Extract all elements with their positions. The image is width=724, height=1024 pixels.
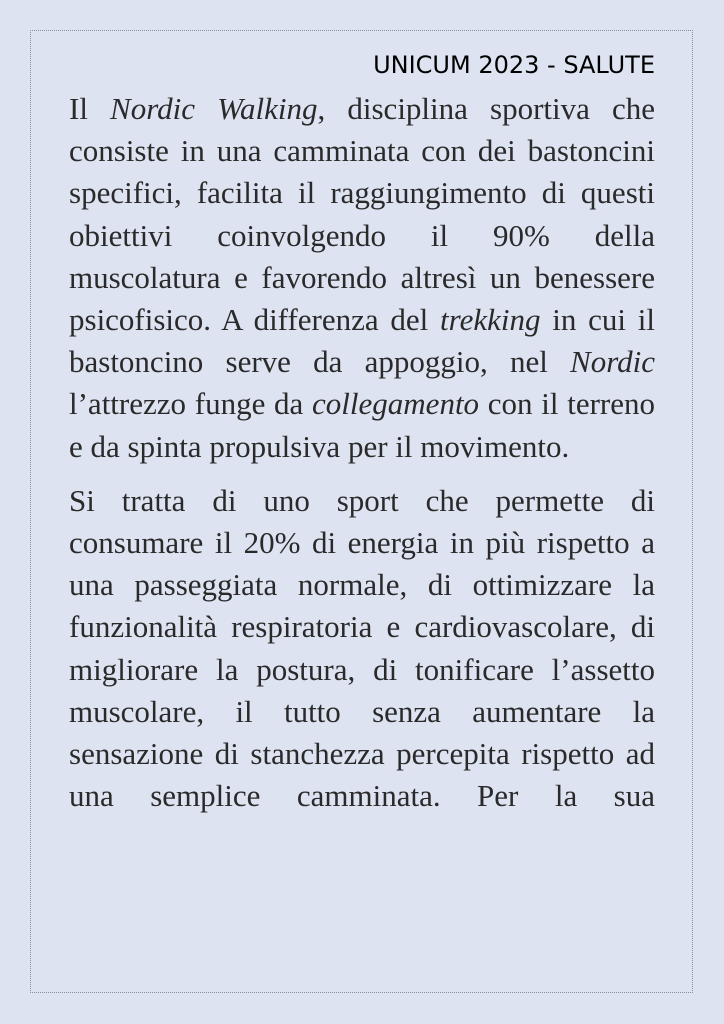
p1-seg-1-italic: Nordic Walking xyxy=(110,91,318,126)
p1-seg-3-italic: trekking xyxy=(440,302,541,338)
paragraph-2 xyxy=(69,480,655,818)
paragraph-1 xyxy=(69,88,655,468)
p1-seg-5-italic: Nordic xyxy=(570,344,655,380)
p1-seg-4: in cui il bastoncino serve da appoggio, nel xyxy=(69,302,655,380)
p1-seg-2: , disciplina sportiva che consiste in una camminata con dei bastoncini specifici, facilita il raggiungimento di questi obiettivi coinvolgendo il 90% della muscolatura e favorendo altresì un benessere psicofisico. A differenza del xyxy=(69,91,655,338)
p1-seg-6: l’attrezzo funge da xyxy=(69,386,313,422)
article-body xyxy=(69,88,655,817)
page-header: UNICUM 2023 - SALUTE xyxy=(373,51,655,79)
p2-seg-0: Si tratta di uno sport che permette di consumare il 20% di energia in più rispetto a una passeggiata normale, di ottimizzare la funzionalità respiratoria e cardiovascolare, di migliorare la postura, di tonificare l’assetto muscolare, il tutto senza aumentare la sensazione di stanchezza percepita rispetto ad una semplice camminata. Per la sua xyxy=(69,482,655,814)
p1-seg-0: Il xyxy=(69,91,111,126)
p1-seg-7-italic: collegamento xyxy=(312,386,480,422)
p1-seg-8: con il terreno e da spinta propulsiva per il movimento. xyxy=(69,386,655,464)
